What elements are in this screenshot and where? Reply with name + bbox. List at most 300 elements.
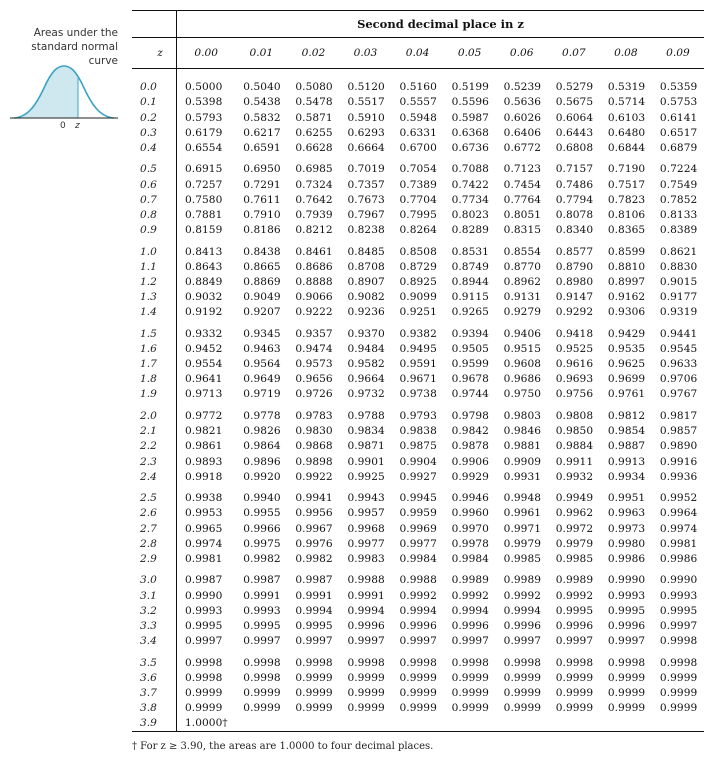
area-value: 0.9441: [659, 327, 698, 340]
area-value: 0.9985: [503, 552, 542, 565]
area-value: 0.7794: [555, 193, 594, 206]
area-value: 0.9857: [659, 425, 698, 438]
area-value: 0.9984: [451, 552, 489, 565]
area-value: 0.5359: [659, 80, 698, 93]
area-value: 0.9999: [295, 686, 333, 699]
area-value: 0.9591: [399, 358, 437, 371]
area-value: 0.7549: [659, 178, 698, 191]
area-value: 0.7704: [399, 193, 437, 206]
area-value: 0.9953: [185, 507, 223, 520]
area-value: 0.9706: [659, 373, 698, 386]
area-value: 0.9929: [451, 470, 489, 483]
table-row: [132, 372, 704, 387]
area-value: 0.9998: [451, 656, 489, 669]
area-value: 0.9382: [399, 327, 437, 340]
area-value: 0.9319: [659, 306, 698, 319]
area-value: 0.9961: [503, 507, 542, 520]
area-value: 0.6217: [243, 126, 281, 139]
area-value: 0.9996: [451, 619, 489, 632]
area-value: 0.9965: [185, 522, 223, 535]
area-value: 0.9846: [503, 425, 542, 438]
area-value: 0.5517: [347, 96, 385, 109]
table-row: [132, 244, 704, 259]
area-value: 0.9406: [503, 327, 542, 340]
area-value: 0.9997: [607, 635, 646, 648]
area-value: 0.7967: [347, 208, 385, 221]
table-row: [132, 177, 704, 192]
area-value: 0.7823: [607, 193, 646, 206]
area-value: 0.8461: [295, 245, 333, 258]
area-value: 0.8508: [399, 245, 437, 258]
area-value: 0.9279: [503, 306, 542, 319]
area-value: 0.9986: [659, 552, 698, 565]
z-value: 3.2: [132, 603, 177, 618]
area-value: 0.9726: [295, 388, 333, 401]
area-value: 0.9625: [607, 358, 646, 371]
z-value: 1.4: [132, 305, 177, 320]
area-value: 0.9999: [503, 686, 542, 699]
area-value: 0.9946: [451, 492, 489, 505]
area-value: 0.9999: [503, 702, 542, 715]
area-value: 0.9699: [607, 373, 646, 386]
area-value: 0.5199: [451, 80, 489, 93]
area-value: 0.9996: [607, 619, 646, 632]
z-value: 0.2: [132, 110, 177, 125]
area-value: 0.9842: [451, 425, 489, 438]
area-value: 0.8078: [555, 208, 594, 221]
area-value: 0.9998: [243, 671, 281, 684]
area-value: 0.6950: [243, 163, 281, 176]
area-value: 0.9976: [295, 537, 333, 550]
area-value: 0.9808: [555, 410, 594, 423]
area-value: 0.9995: [243, 619, 281, 632]
area-value: 0.9996: [347, 619, 385, 632]
area-value: 0.8023: [451, 208, 489, 221]
area-value: 0.9967: [295, 522, 333, 535]
area-value: 0.5636: [503, 96, 542, 109]
area-value: 0.9998: [503, 656, 542, 669]
z-value: 2.1: [132, 424, 177, 439]
axis-label-zero: 0: [60, 121, 66, 131]
area-value: 0.9744: [451, 388, 489, 401]
table-row: [132, 588, 704, 603]
area-value: 0.8340: [555, 224, 594, 237]
area-value: 0.6103: [607, 111, 646, 124]
z-value: 3.8: [132, 701, 177, 716]
area-value: 0.9911: [555, 455, 594, 468]
table-row: [132, 685, 704, 700]
area-value: 0.6985: [295, 163, 333, 176]
z-value: 0.0: [132, 69, 177, 95]
area-value: 0.9999: [555, 671, 594, 684]
area-value: 0.8849: [185, 275, 223, 288]
area-value: 0.9987: [185, 574, 223, 587]
area-value: 0.9997: [243, 635, 281, 648]
area-value: 0.9997: [399, 635, 437, 648]
area-value: 0.5279: [555, 80, 594, 93]
area-value: 0.9357: [295, 327, 333, 340]
area-value: 0.9995: [185, 619, 223, 632]
area-value: 0.5714: [607, 96, 646, 109]
area-value: 0.9999: [185, 702, 223, 715]
area-value: 0.9678: [451, 373, 489, 386]
area-value: 0.8212: [295, 224, 333, 237]
area-value: 0.9713: [185, 388, 223, 401]
table-row: [132, 357, 704, 372]
area-value: 1.0000†: [177, 716, 236, 732]
z-value: 2.3: [132, 454, 177, 469]
area-value: 0.9998: [555, 656, 594, 669]
area-value: 0.9545: [659, 343, 698, 356]
shaded-area: [14, 66, 78, 118]
area-value: 0.9732: [347, 388, 385, 401]
area-value: 0.9878: [451, 440, 489, 453]
table-row: [132, 573, 704, 588]
area-value: 0.9370: [347, 327, 385, 340]
area-value: 0.9970: [451, 522, 489, 535]
area-value: 0.8962: [503, 275, 542, 288]
area-value: 0.9332: [185, 327, 223, 340]
figure-caption: Areas under the standard normal curve: [31, 27, 118, 67]
area-value: 0.9850: [555, 425, 594, 438]
area-value: 0.9495: [399, 343, 437, 356]
area-value: 0.9969: [399, 522, 437, 535]
area-value: 0.8186: [243, 224, 281, 237]
column-header-row: [132, 38, 704, 69]
area-value: 0.9032: [185, 291, 223, 304]
z-value: 0.8: [132, 207, 177, 222]
area-value: 0.8413: [185, 245, 223, 258]
area-value: 0.8997: [607, 275, 646, 288]
area-value: 0.9998: [185, 656, 223, 669]
table-row: [132, 387, 704, 402]
area-value: 0.5987: [451, 111, 489, 124]
column-header: 0.08: [600, 38, 652, 69]
area-value: 0.9633: [659, 358, 698, 371]
area-value: 0.9972: [555, 522, 594, 535]
table-row: [132, 633, 704, 648]
normal-curve-figure: [8, 60, 120, 132]
area-value: 0.8485: [347, 245, 385, 258]
area-value: 0.9997: [295, 635, 333, 648]
z-value: 0.7: [132, 192, 177, 207]
area-value: 0.5596: [451, 96, 489, 109]
area-value: 0.9989: [451, 574, 489, 587]
z-value: 2.5: [132, 491, 177, 506]
table-row: [132, 491, 704, 506]
area-value: 0.5871: [295, 111, 333, 124]
z-value: 2.6: [132, 506, 177, 521]
area-value: 0.7157: [555, 163, 594, 176]
area-value: 0.9999: [347, 702, 385, 715]
area-value: 0.8888: [295, 275, 333, 288]
area-value: 0.9999: [243, 686, 281, 699]
column-header: 0.05: [444, 38, 496, 69]
table-row: [132, 603, 704, 618]
area-value: 0.9871: [347, 440, 385, 453]
column-header: 0.04: [392, 38, 444, 69]
area-value: 0.9147: [555, 291, 594, 304]
area-value: 0.9838: [399, 425, 437, 438]
table-row: [132, 469, 704, 484]
area-value: 0.9875: [399, 440, 437, 453]
area-value: 0.8621: [659, 245, 698, 258]
area-value: 0.9922: [295, 470, 333, 483]
area-value: 0.9788: [347, 410, 385, 423]
area-value: 0.9989: [503, 574, 542, 587]
area-value: 0.9649: [243, 373, 281, 386]
table-row: [132, 326, 704, 341]
area-value: 0.9998: [659, 635, 698, 648]
area-value: 0.9999: [607, 671, 646, 684]
area-value: 0.9868: [295, 440, 333, 453]
area-value: 0.7995: [399, 208, 437, 221]
area-value: 0.8599: [607, 245, 646, 258]
area-value: 0.9616: [555, 358, 594, 371]
area-value: 0.9998: [347, 656, 385, 669]
table-row: [132, 207, 704, 222]
area-value: 0.9998: [659, 656, 698, 669]
table-row: [132, 290, 704, 305]
area-value: 0.9998: [399, 656, 437, 669]
area-value: 0.9265: [451, 306, 489, 319]
area-value: 0.9861: [185, 440, 223, 453]
area-value: 0.7324: [295, 178, 333, 191]
area-value: 0.5832: [243, 111, 281, 124]
area-value: 0.9993: [607, 589, 646, 602]
area-value: 0.9920: [243, 470, 281, 483]
axis-label-z: z: [75, 121, 80, 131]
area-value: 0.9934: [607, 470, 646, 483]
area-value: 0.9974: [659, 522, 698, 535]
area-value: 0.9957: [347, 507, 385, 520]
table-row: [132, 125, 704, 140]
area-value: 0.9999: [347, 686, 385, 699]
area-value: 0.6517: [659, 126, 698, 139]
area-value: 0.7357: [347, 178, 385, 191]
area-value: 0.9993: [243, 604, 281, 617]
area-value: 0.9793: [399, 410, 437, 423]
area-value: 0.9803: [503, 410, 542, 423]
z-value: 2.7: [132, 521, 177, 536]
area-value: 0.9993: [659, 589, 698, 602]
area-value: 0.9980: [607, 537, 646, 550]
table-row: [132, 259, 704, 274]
area-value: 0.5557: [399, 96, 437, 109]
area-value: 0.9979: [555, 537, 594, 550]
area-value: 0.9999: [295, 702, 333, 715]
area-value: 0.7123: [503, 163, 542, 176]
area-value: 0.9207: [243, 306, 281, 319]
area-value: 0.9927: [399, 470, 437, 483]
area-value: 0.7910: [243, 208, 281, 221]
area-value: 0.5793: [185, 111, 223, 124]
area-value: 0.9535: [607, 343, 646, 356]
column-header: 0.01: [235, 38, 287, 69]
area-value: 0.9981: [185, 552, 223, 565]
area-value: 0.9131: [503, 291, 542, 304]
area-value: 0.9993: [185, 604, 223, 617]
area-value: 0.9991: [243, 589, 281, 602]
area-value: 0.6480: [607, 126, 646, 139]
z-value: 1.7: [132, 357, 177, 372]
area-value: 0.9997: [185, 635, 223, 648]
area-value: 0.7852: [659, 193, 698, 206]
table-row: [132, 424, 704, 439]
area-value: 0.9925: [347, 470, 385, 483]
area-value: 0.9750: [503, 388, 542, 401]
area-value: 0.6736: [451, 141, 489, 154]
area-value: 0.5478: [295, 96, 333, 109]
area-value: 0.9932: [555, 470, 594, 483]
table-row: [132, 655, 704, 670]
z-value: 1.1: [132, 259, 177, 274]
area-value: 0.7517: [607, 178, 646, 191]
table-row: [132, 341, 704, 356]
area-value: 0.9994: [503, 604, 542, 617]
column-header: 0.07: [548, 38, 600, 69]
area-value: 0.9998: [185, 671, 223, 684]
z-value: 2.2: [132, 439, 177, 454]
z-value: 0.5: [132, 162, 177, 177]
z-value: 0.1: [132, 95, 177, 110]
area-value: 0.7190: [607, 163, 646, 176]
area-value: 0.9996: [555, 619, 594, 632]
area-value: 0.8729: [399, 260, 437, 273]
column-header: 0.09: [652, 38, 704, 69]
area-value: 0.9418: [555, 327, 594, 340]
area-value: 0.9772: [185, 410, 223, 423]
table-row: [132, 454, 704, 469]
area-value: 0.9896: [243, 455, 281, 468]
area-value: 0.9945: [399, 492, 437, 505]
area-value: 0.5040: [243, 80, 281, 93]
area-value: 0.9992: [451, 589, 489, 602]
area-value: 0.9963: [607, 507, 646, 520]
area-value: 0.9484: [347, 343, 385, 356]
area-value: 0.9999: [295, 671, 333, 684]
area-value: 0.9505: [451, 343, 489, 356]
table-body: [132, 69, 704, 732]
area-value: 0.9599: [451, 358, 489, 371]
table-row: [132, 274, 704, 289]
area-value: 0.9881: [503, 440, 542, 453]
area-value: 0.9826: [243, 425, 281, 438]
area-value: 0.8577: [555, 245, 594, 258]
area-value: 0.7389: [399, 178, 437, 191]
area-value: 0.9761: [607, 388, 646, 401]
area-value: 0.5398: [185, 96, 223, 109]
area-value: 0.8665: [243, 260, 281, 273]
area-value: 0.9783: [295, 410, 333, 423]
z-value: 1.8: [132, 372, 177, 387]
area-value: 0.9999: [243, 702, 281, 715]
area-value: 0.9909: [503, 455, 542, 468]
z-value: 1.5: [132, 326, 177, 341]
area-value: 0.8643: [185, 260, 223, 273]
z-value: 3.3: [132, 618, 177, 633]
area-value: 0.9992: [503, 589, 542, 602]
area-value: 0.9664: [347, 373, 385, 386]
area-value: 0.9952: [659, 492, 698, 505]
area-value: 0.8708: [347, 260, 385, 273]
area-value: 0.9671: [399, 373, 437, 386]
area-value: 0.9463: [243, 343, 281, 356]
area-value: 0.9985: [555, 552, 594, 565]
area-value: 0.9995: [295, 619, 333, 632]
z-value: 0.3: [132, 125, 177, 140]
title-row: [132, 11, 704, 38]
area-value: 0.7734: [451, 193, 489, 206]
area-value: 0.9893: [185, 455, 223, 468]
area-value: 0.9738: [399, 388, 437, 401]
area-value: 0.9990: [607, 574, 646, 587]
area-value: 0.9999: [399, 671, 437, 684]
table-row: [132, 408, 704, 423]
area-value: 0.9999: [503, 671, 542, 684]
area-value: 0.9977: [347, 537, 385, 550]
area-value: 0.8051: [503, 208, 542, 221]
area-value: 0.9998: [607, 656, 646, 669]
column-header: 0.06: [496, 38, 548, 69]
area-value: 0.6141: [659, 111, 698, 124]
area-value: 0.6064: [555, 111, 594, 124]
area-value: 0.6700: [399, 141, 437, 154]
area-value: 0.5910: [347, 111, 385, 124]
area-value: 0.9049: [243, 291, 281, 304]
table-row: [132, 95, 704, 110]
z-value: 1.9: [132, 387, 177, 402]
table-row: [132, 701, 704, 716]
z-header: z: [132, 38, 177, 69]
table-row: [132, 536, 704, 551]
area-value: 0.9999: [399, 686, 437, 699]
area-value: 0.9999: [451, 671, 489, 684]
area-value: 0.9999: [451, 686, 489, 699]
area-value: 0.9452: [185, 343, 223, 356]
table-row: [132, 506, 704, 521]
area-value: 0.5438: [243, 96, 281, 109]
area-value: 0.5120: [347, 80, 385, 93]
area-value: 0.9981: [659, 537, 698, 550]
area-value: 0.8106: [607, 208, 646, 221]
area-value: 0.9960: [451, 507, 489, 520]
table-row: [132, 716, 704, 732]
area-value: 0.9812: [607, 410, 646, 423]
area-value: 0.9975: [243, 537, 281, 550]
area-value: 0.5319: [607, 80, 646, 93]
area-value: 0.9904: [399, 455, 437, 468]
area-value: 0.9999: [607, 686, 646, 699]
area-value: 0.9996: [503, 619, 542, 632]
area-value: 0.8531: [451, 245, 489, 258]
area-value: 0.7257: [185, 178, 223, 191]
area-value: 0.9974: [185, 537, 223, 550]
area-value: 0.7224: [659, 163, 698, 176]
area-value: 0.9817: [659, 410, 698, 423]
table-row: [132, 305, 704, 320]
area-value: 0.9719: [243, 388, 281, 401]
z-value: 1.3: [132, 290, 177, 305]
area-value: 0.9938: [185, 492, 223, 505]
area-value: 0.9998: [243, 656, 281, 669]
column-header: 0.03: [339, 38, 391, 69]
area-value: 0.9429: [607, 327, 646, 340]
area-value: 0.9394: [451, 327, 489, 340]
area-value: 0.6026: [503, 111, 542, 124]
area-value: 0.7486: [555, 178, 594, 191]
area-value: 0.9192: [185, 306, 223, 319]
